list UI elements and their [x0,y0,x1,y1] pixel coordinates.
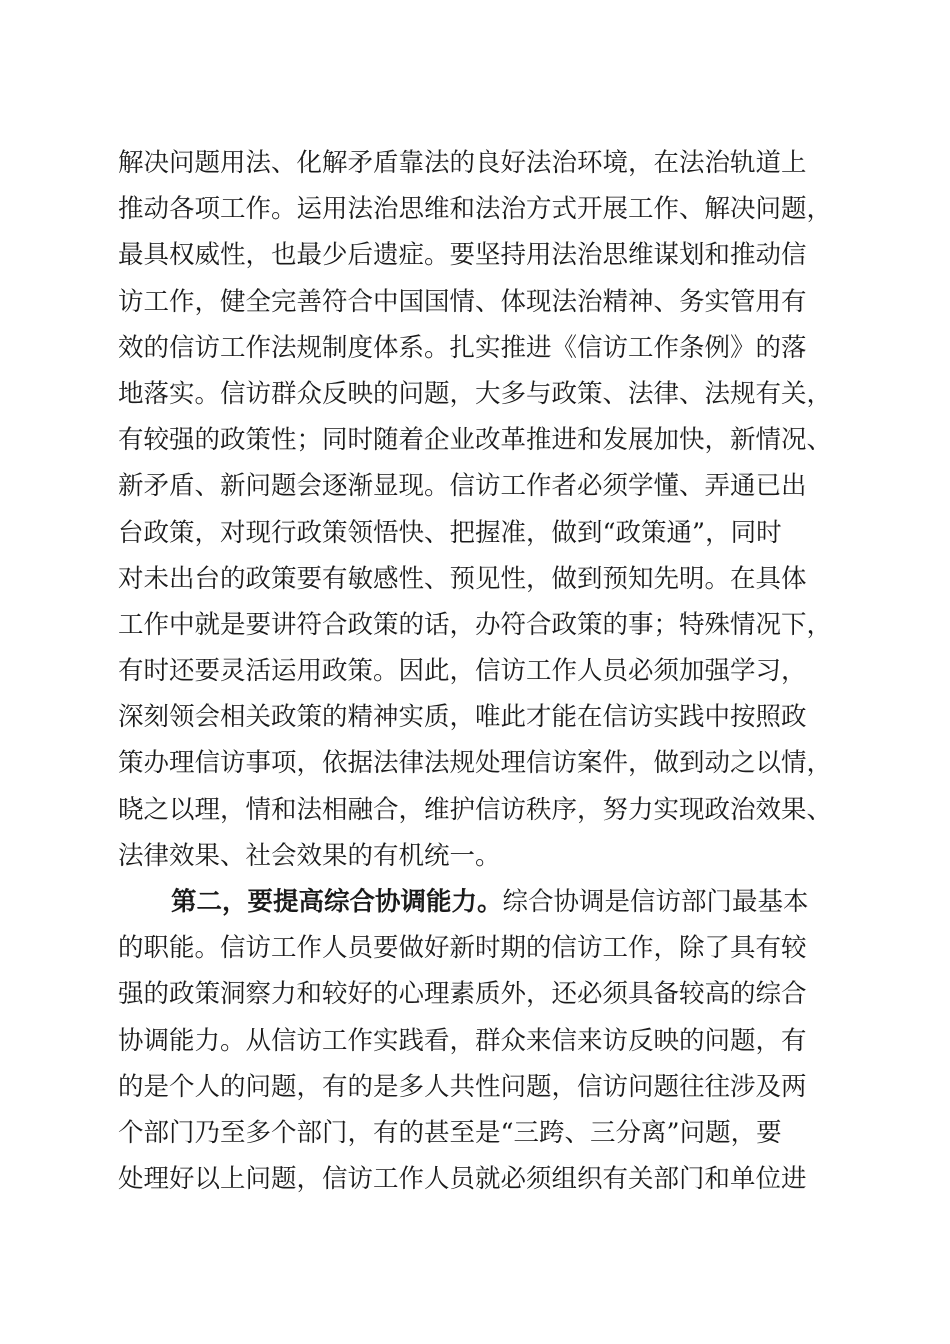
text-line: 有时还要灵活运用政策。因此，信访工作人员必须加强学习， [118,656,807,687]
text-line: 对未出台的政策要有敏感性、预见性，做到预知先明。在具体 [118,563,807,594]
paragraph-2 [118,879,858,1202]
text-line: 解决问题用法、化解矛盾靠法的良好法治环境，在法治轨道上 [118,148,807,178]
text-line: 处理好以上问题，信访工作人员就必须组织有关部门和单位进 [118,1164,807,1195]
text-line: 推动各项工作。运用法治思维和法治方式开展工作、解决问题， [118,194,833,225]
text-line: 深刻领会相关政策的精神实质，唯此才能在信访实践中按照政 [118,702,807,733]
text-line: 最具权威性，也最少后遗症。要坚持用法治思维谋划和推动信 [118,240,807,271]
paragraph-first-line [118,879,858,925]
text-line: 的是个人的问题，有的是多人共性问题，信访问题往往涉及两 [118,1071,807,1102]
text-line: 地落实。信访群众反映的问题，大多与政策、法律、法规有关， [118,378,833,409]
text-line: 台政策，对现行政策领悟快、把握准，做到“政策通”，同时 [118,517,782,548]
paragraph-1 [118,140,858,879]
text-line: 的职能。信访工作人员要做好新时期的信访工作，除了具有较 [118,933,807,964]
text-line: 法律效果、社会效果的有机统一。 [118,840,501,871]
text-line: 新矛盾、新问题会逐渐显现。信访工作者必须学懂、弄通已出 [118,471,807,502]
body-text [118,140,858,1202]
text-line: 晓之以理，情和法相融合，维护信访秩序，努力实现政治效果、 [118,794,833,825]
text-run: 综合协调是信访部门最基本 [502,887,809,917]
text-line: 工作中就是要讲符合政策的话，办符合政策的事；特殊情况下， [118,609,833,640]
text-line: 个部门乃至多个部门，有的甚至是“三跨、三分离”问题，要 [118,1117,782,1148]
text-line: 策办理信访事项，依据法律法规处理信访案件，做到动之以情， [118,748,833,779]
text-line: 协调能力。从信访工作实践看，群众来信来访反映的问题，有 [118,1025,807,1056]
text-line: 访工作，健全完善符合中国国情、体现法治精神、务实管用有 [118,286,807,317]
text-line: 有较强的政策性；同时随着企业改革推进和发展加快，新情况、 [118,425,833,456]
text-line: 效的信访工作法规制度体系。扎实推进《信访工作条例》的落 [118,332,807,363]
section-heading: 第二，要提高综合协调能力。 [171,887,503,917]
text-line: 强的政策洞察力和较好的心理素质外，还必须具备较高的综合 [118,979,807,1010]
